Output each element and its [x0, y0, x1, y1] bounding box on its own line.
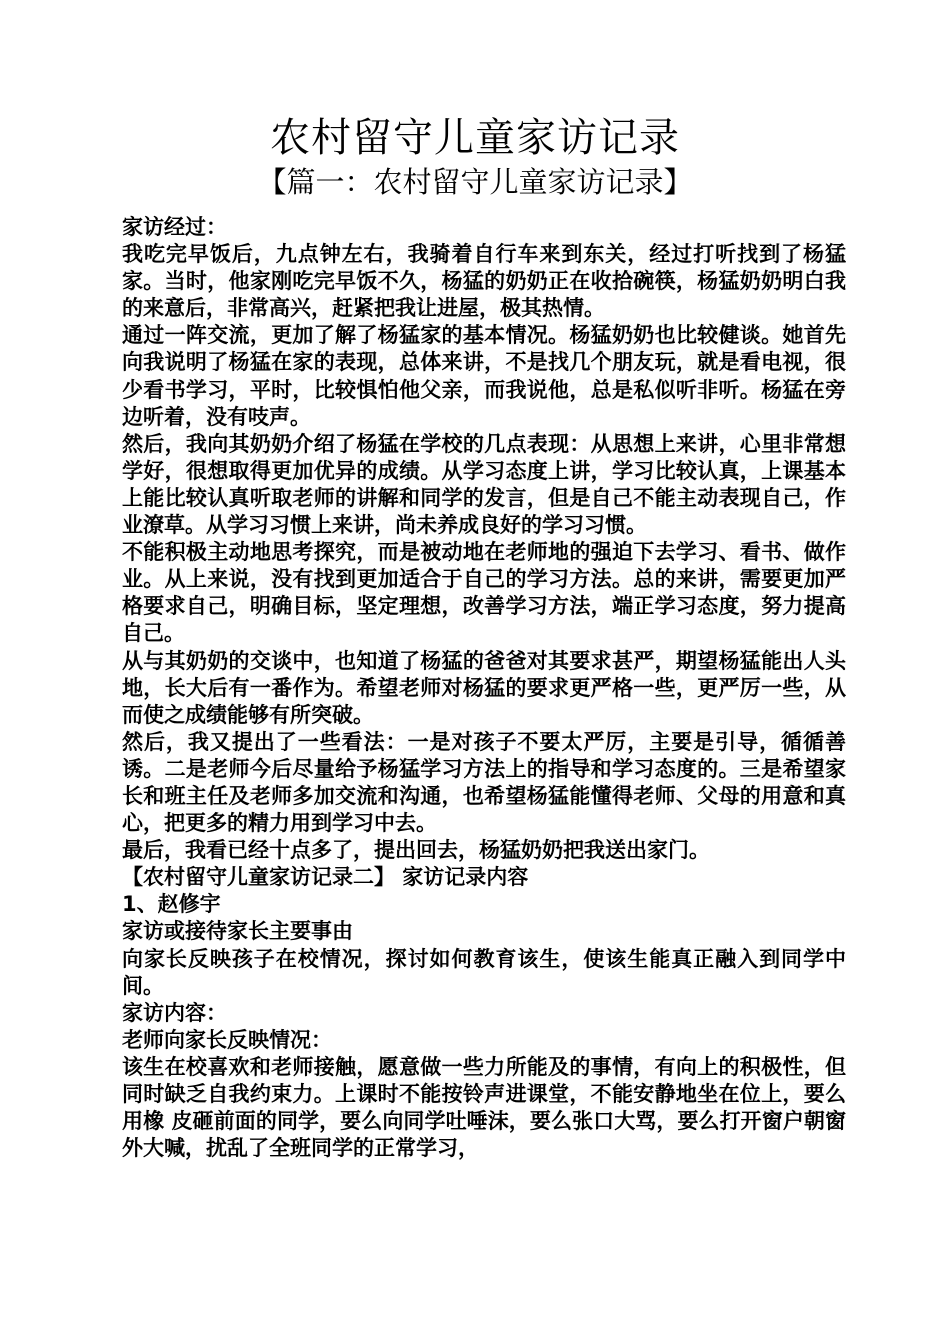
paragraph: 向家长反映孩子在校情况，探讨如何教育该生，使该生能真正融入到同学中间。: [122, 946, 846, 998]
paragraph: 最后，我看已经十点多了，提出回去，杨猛奶奶把我送出家门。: [122, 838, 710, 863]
paragraph: 该生在校喜欢和老师接触，愿意做一些力所能及的事情，有向上的积极性，但同时缺乏自我约束力。上课时不能按铃声进课堂，不能安静地坐在位上，要么用橡 皮砸前面的同学，要么向同学吐唾沫，要么张口大骂，要么打开窗户朝窗外大喊，扰乱了全班同学的正常学习，: [122, 1054, 846, 1161]
page-title: 农村留守儿童家访记录: [270, 115, 680, 161]
paragraph-visit-process-heading: 家访经过：: [122, 215, 227, 239]
subheading-teacher-report: 老师向家长反映情况：: [122, 1027, 332, 1052]
paragraph: 通过一阵交流，更加了解了杨猛家的基本情况。杨猛奶奶也比较健谈。她首先向我说明了杨猛在家的表现，总体来讲，不是找几个朋友玩，就是看电视，很少看书学习，平时，比较惧怕他父亲，而我说他，总是私似听非听。杨猛在旁边听着，没有吱声。: [122, 323, 846, 429]
document-body: [116, 214, 846, 1162]
paragraph: 不能积极主动地思考探究，而是被动地在老师地的强迫下去学习、看书、做作业。从上来说，没有找到更加适合于自己的学习方法。总的来讲，需要更加严格要求自己，明确目标，坚定理想，改善学习方法，端正学习态度，努力提高自己。: [122, 540, 846, 646]
section-subtitle: 【篇一：农村留守儿童家访记录】: [257, 165, 693, 199]
subheading-main-purpose: 家访或接待家长主要事由: [122, 919, 353, 944]
section-heading-record-two: 【农村留守儿童家访记录二】 家访记录内容: [122, 865, 529, 890]
student-name: 1、赵修宇: [122, 892, 221, 917]
paragraph: 然后，我向其奶奶介绍了杨猛在学校的几点表现：从思想上来讲，心里非常想学好，很想取得更加优异的成绩。从学习态度上讲，学习比较认真，上课基本上能比较认真听取老师的讲解和同学的发言，但是自己不能主动表现自己，作业潦草。从学习习惯上来讲，尚未养成良好的学习习惯。: [122, 431, 846, 538]
paragraph: 然后，我又提出了一些看法：一是对孩子不要太严厉，主要是引导，循循善诱。二是老师今后尽量给予杨猛学习方法上的指导和学习态度的。三是希望家长和班主任及老师多加交流和沟通，也希望杨猛能懂得老师、父母的用意和真心，把更多的精力用到学习中去。: [122, 729, 846, 836]
subheading-visit-content: 家访内容：: [122, 1000, 227, 1025]
paragraph: 我吃完早饭后，九点钟左右，我骑着自行车来到东关，经过打听找到了杨猛家。当时，他家刚吃完早饭不久，杨猛的奶奶正在收拾碗筷，杨猛奶奶明白我的来意后，非常高兴，赶紧把我让进屋，极其热情。: [122, 242, 846, 321]
paragraph: 从与其奶奶的交谈中，也知道了杨猛的爸爸对其要求甚严，期望杨猛能出人头地，长大后有一番作为。希望老师对杨猛的要求更严格一些，更严厉一些，从而使之成绩能够有所突破。: [122, 648, 846, 727]
